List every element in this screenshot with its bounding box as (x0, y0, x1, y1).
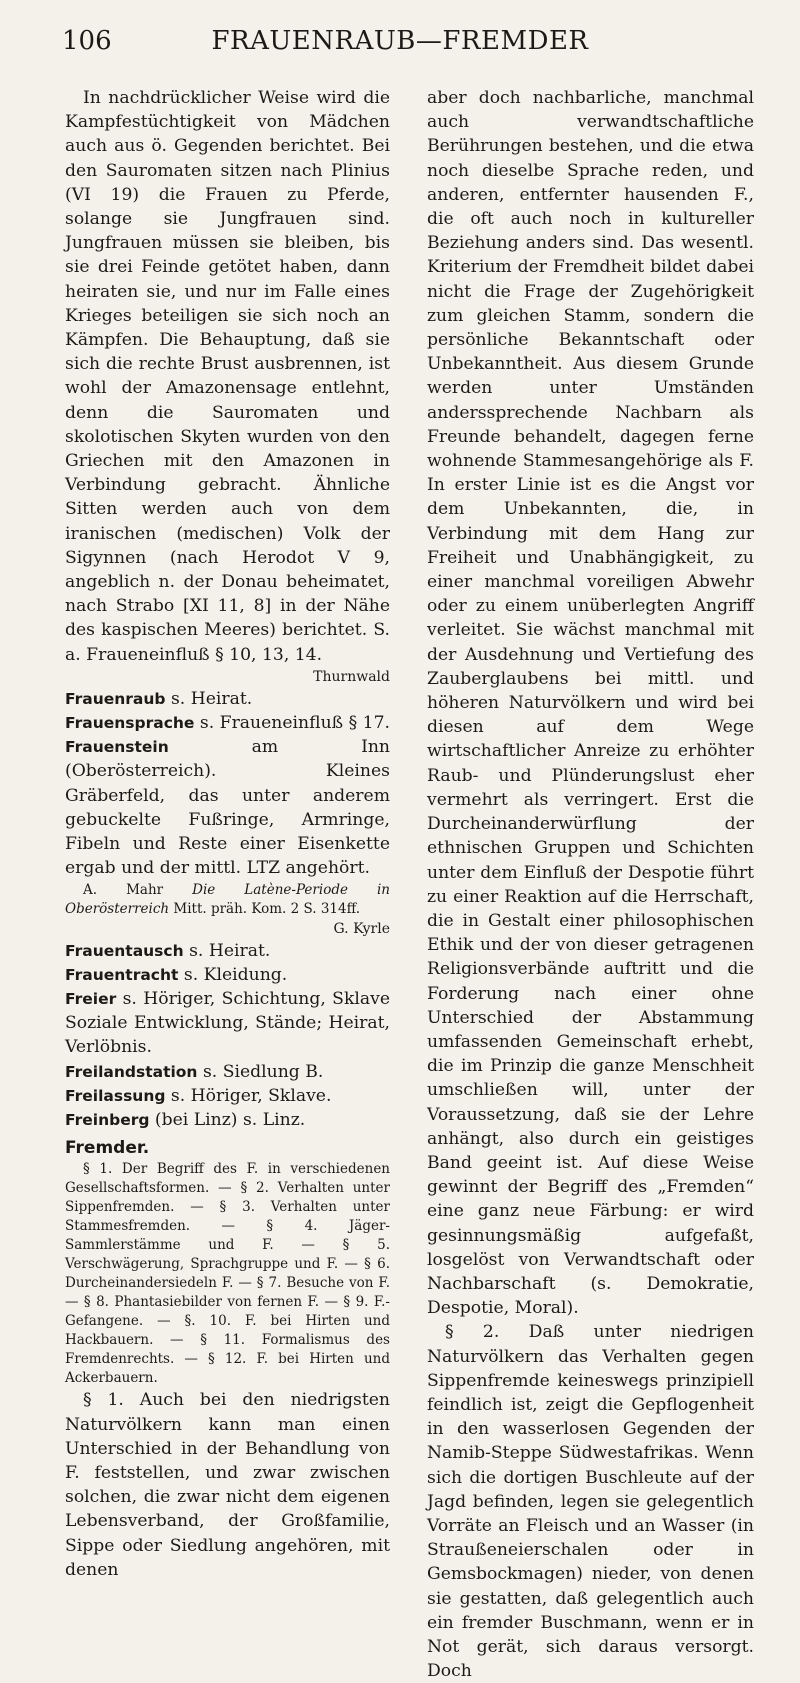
entry-text: (bei Linz) s. Linz. (149, 1109, 306, 1130)
lemma: Freilandstation (65, 1062, 198, 1081)
running-head: FRAUENRAUB—FREMDER (211, 26, 589, 56)
section-2: § 2. Daß unter niedrigen Naturvölkern das Verhalten gegen Sippenfremde keineswegs prinzipiell feindlich ist, zeigt die Gepflogenheit in den wasserlosen Gegenden der Namib-Steppe Südwestafrikas. Wenn sich die dortigen Buschleute auf der Jagd befinden, legen sie gelegentlich Vorräte an Fleisch und an Wasser (in Straußeneierschalen oder in Gemsbockmagen) nieder, von denen sie gestatten, daß gelegentlich auch ein fremder Buschmann, wenn er in Not gerät, sich daraus versorgt. Doch (427, 1322, 754, 1682)
lemma: Frauensprache (65, 714, 195, 733)
entry-text: s. Heirat. (165, 688, 253, 709)
entry-text: s. Höriger, Schichtung, Sklave Soziale Entwicklung, Stände; Heirat, Verlöbnis. (65, 988, 390, 1058)
reference (65, 881, 390, 919)
lemma: Freier (65, 989, 117, 1008)
entry-text: s. Höriger, Sklave. (165, 1085, 332, 1106)
entry-text: s. Kleidung. (178, 964, 288, 985)
entry-freilandstation (65, 1060, 390, 1084)
author-signature: Thurnwald (313, 668, 390, 685)
paragraph: In nachdrücklicher Weise wird die Kampfestüchtigkeit von Mädchen auch aus ö. Gegenden berichtet. Bei den Sauromaten sitzen nach Plinius (VI 19) die Frauen zu Pferde, solange sie Jungfrauen sind. Jungfrauen müssen sie bleiben, bis sie drei Feinde getötet haben, dann heiraten sie, und nur im Falle eines Krieges beteiligen sie sich noch an Kämpfen. Die Behauptung, daß sie sich die rechte Brust ausbrennen, ist wohl der Amazonensage entlehnt, denn die Sauromaten und skolotischen Skyten wurden von den Griechen mit den Amazonen in Verbindung gebracht. Ähnliche Sitten werden auch von dem iranischen (medischen) Volk der Sigynnen (nach Herodot V 9, angeblich n. der Donau beheimatet, nach Strabo [XI 11, 8] in der Nähe des kaspischen Meeres) berichtet. S. a. Fraueneinfluß § 10, 13, 14. (65, 88, 390, 665)
entry-freinberg (65, 1108, 390, 1132)
page-header (62, 26, 738, 66)
ref-source: Mitt. präh. Kom. 2 S. 314ff. (169, 900, 361, 917)
lemma: Frauenraub (65, 689, 166, 708)
lemma: Freilassung (65, 1086, 166, 1105)
entry-text: am Inn (Oberösterreich). Kleines Gräberfeld, das unter anderem gebuckelte Fußringe, Armringe, Fibeln und Reste einer Eisenkette ergab und der mittl. LTZ angehört. (65, 737, 390, 879)
entry-frauenraub (65, 687, 390, 711)
paragraph: aber doch nachbarliche, manchmal auch verwandtschaftliche Berührungen bestehen, und die etwa noch dieselbe Sprache reden, und anderen, entfernter hausenden F., die oft auch noch in kultureller Beziehung anders sind. Das wesentl. Kriterium der Fremdheit bildet dabei nicht die Frage der Zugehörigkeit zum gleichen Stamm, sondern die persönliche Bekanntschaft oder Unbekanntheit. Aus diesem Grunde werden unter Umständen anderssprechende Nachbarn als Freunde behandelt, dagegen ferne wohnende Stammesangehörige als F. In erster Linie ist es die Angst vor dem Unbekannten, die, in Verbindung mit dem Hang zur Freiheit und Unabhängigkeit, zu einer manchmal voreiligen Abwehr oder zu einem unüberlegten Angriff verleitet. Sie wächst manchmal mit der Ausdehnung und Vertiefung des Zauberglaubens bei mittl. und höheren Naturvölkern und wird bei diesen auf dem Wege wirtschaftlicher Anreize zu erhöhter Raub- und Plünderungslust eher vermehrt als verringert. Erst die Durcheinanderwürflung der ethnischen Gruppen und Schichten unter dem Einfluß der Despotie führt zu einer Reaktion auf die Herrschaft, die in Gestalt einer philosophischen Ethik und der von dieser getragenen Religionsverbände auftritt und die Forderung nach einer ohne Unterschied der Abstammung umfassenden Gemeinschaft erhebt, die im Prinzip die ganze Menschheit umschließen will, unter der Voraussetzung, daß sie der Lehre anhängt, also durch ein geistiges Band geeint ist. Auf diese Weise gewinnt der Begriff des „Fremden“ eine ganz neue Färbung: er wird gesinnungsmäßig aufgefaßt, losgelöst von Verwandtschaft oder Nachbarschaft (s. Demokratie, Despotie, Moral). (427, 88, 754, 1319)
page-number: 106 (62, 26, 112, 56)
section-1: § 1. Auch bei den niedrigsten Naturvölkern kann man einen Unterschied in der Behandlung von F. feststellen, und zwar zwischen solchen, die zwar nicht dem eigenen Lebensverband, der Großfamilie, Sippe oder Siedlung angehören, mit denen (65, 1390, 390, 1580)
lemma: Freinberg (65, 1110, 150, 1129)
lemma: Frauenstein (65, 738, 169, 757)
entry-text: s. Siedlung B. (197, 1061, 324, 1082)
entry-text: s. Fraueneinfluß § 17. (194, 713, 390, 734)
entry-frauentausch (65, 939, 390, 963)
entry-freier (65, 987, 390, 1060)
author-signature: G. Kyrle (333, 920, 390, 937)
left-column (65, 86, 390, 1582)
entry-heading-fremder: Fremder. (65, 1138, 150, 1159)
lemma: Frauentracht (65, 965, 179, 984)
right-column (427, 86, 754, 1683)
lemma: Frauentausch (65, 941, 184, 960)
entry-frauenstein (65, 735, 390, 880)
ref-author: A. Mahr (83, 881, 193, 898)
section-overview: § 1. Der Begriff des F. in verschiedenen Gesellschaftsformen. — § 2. Verhalten unter Sippenfremden. — § 3. Verhalten unter Stammesfremden. — § 4. Jäger-Sammlerstämme und F. — § 5. Verschwägerung, Sprachgruppe und F. — § 6. Durcheinandersiedeln F. — § 7. Besuche von F. — § 8. Phantasiebilder von fernen F. — § 9. F.-Gefangene. — §. 10. F. bei Hirten und Hackbauern. — § 11. Formalismus des Fremdenrechts. — § 12. F. bei Hirten und Ackerbauern. (65, 1161, 390, 1387)
entry-frauensprache (65, 711, 390, 735)
entry-freilassung (65, 1084, 390, 1108)
ref-title: Die Latène-Periode in Oberösterreich (65, 881, 390, 917)
entry-frauentracht (65, 963, 390, 987)
entry-text: s. Heirat. (183, 940, 271, 961)
